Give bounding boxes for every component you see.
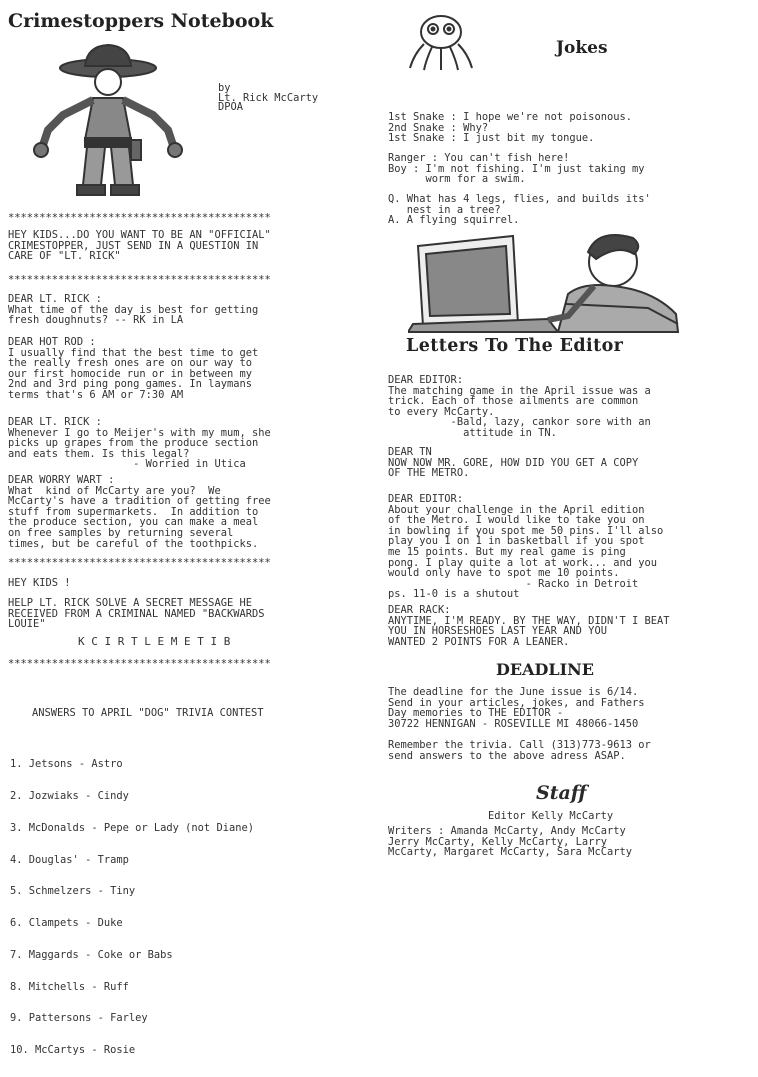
- trivia-answers-title: ANSWERS TO APRIL "DOG" TRIVIA CONTEST: [32, 707, 264, 719]
- editor-letter-3: DEAR EDITOR: About your challenge in the April edition of the Metro. I would like to take you on in bowling if you spot me 50 pins. I'll also play you 1 on 1 in basketball if you spot me 15 points. But my real game is ping pong. I play quite a lot at work... and you would only have to spot me 10 points. - Racko in Detroit ps. 11-0 is a shutout: [388, 493, 664, 601]
- list-item: 8. Mitchells - Ruff: [10, 980, 129, 993]
- letter-3: DEAR LT. RICK : Whenever I go to Meijer's with my mum, she picks up grapes from the produce section and eats them. Is this legal? - Worried in Utica: [8, 416, 271, 471]
- list-item: 9. Pattersons - Farley: [10, 1012, 148, 1025]
- byline: by Lt. Rick McCarty DPOA: [218, 82, 319, 113]
- octopus-illustration: [406, 12, 476, 74]
- letter-4: DEAR WORRY WART : What kind of McCarty are you? We McCarty's have a tradition of getting free stuff from supermarkets. In addition to the produce section, you can make a meal on free samples by returning several times, but be careful of the toothpicks.: [8, 474, 271, 550]
- deadline-title: DEADLINE: [496, 660, 594, 679]
- divider-stars: ******************************************: [8, 557, 271, 569]
- editor-letter-2: DEAR TN NOW NOW MR. GORE, HOW DID YOU GET A COPY OF THE METRO.: [388, 446, 639, 480]
- secret-message-intro: HELP LT. RICK SOLVE A SECRET MESSAGE HE RECEIVED FROM A CRIMINAL NAMED "BACKWARDS LOUIE": [8, 597, 265, 631]
- jokes-title: Jokes: [556, 38, 608, 58]
- cowboy-sheriff-illustration: [23, 40, 193, 205]
- staff-writers: Writers : Amanda McCarty, Andy McCarty Jerry McCarty, Kelly McCarty, Larry McCarty, Margaret McCarty, Sara McCarty: [388, 825, 632, 859]
- hey-kids: HEY KIDS !: [8, 577, 71, 589]
- divider-stars: ******************************************: [8, 658, 271, 670]
- staff-title: Staff: [536, 782, 587, 804]
- joke-2: Ranger : You can't fish here! Boy : I'm not fishing. I'm just taking my worm for a swim.: [388, 152, 645, 186]
- crimestoppers-title: Crimestoppers Notebook: [8, 10, 274, 32]
- letters-to-editor-title: Letters To The Editor: [406, 336, 624, 356]
- divider-stars: ******************************************: [8, 212, 271, 224]
- joke-1: 1st Snake : I hope we're not poisonous. 2nd Snake : Why? 1st Snake : I just bit my tongue.: [388, 111, 632, 145]
- trivia-answers-list: [10, 738, 254, 1077]
- trivia-reminder: Remember the trivia. Call (313)773-9613 or send answers to the above adress ASAP.: [388, 739, 651, 762]
- list-item: 10. McCartys - Rosie: [10, 1044, 136, 1057]
- joke-3: Q. What has 4 legs, flies, and builds its' nest in a tree? A. A flying squirrel.: [388, 193, 651, 227]
- intro-text: HEY KIDS...DO YOU WANT TO BE AN "OFFICIAL" CRIMESTOPPER, JUST SEND IN A QUESTION IN CARE OF "LT. RICK": [8, 229, 271, 263]
- list-item: 2. Jozwiaks - Cindy: [10, 789, 129, 802]
- editor-letter-1: DEAR EDITOR: The matching game in the April issue was a trick. Each of those ailments are common to every McCarty. -Bald, lazy, cankor sore with an attitude in TN.: [388, 374, 651, 439]
- list-item: 3. McDonalds - Pepe or Lady (not Diane): [10, 821, 254, 834]
- list-item: 5. Schmelzers - Tiny: [10, 885, 136, 898]
- list-item: 1. Jetsons - Astro: [10, 758, 123, 771]
- list-item: 7. Maggards - Coke or Babs: [10, 948, 173, 961]
- list-item: 6. Clampets - Duke: [10, 917, 123, 930]
- editor-letter-4: DEAR RACK: ANYTIME, I'M READY. BY THE WAY, DIDN'T I BEAT YOU IN HORSESHOES LAST YEAR AND YOU WANTED 2 POINTS FOR A LEANER.: [388, 604, 670, 648]
- letter-2: DEAR HOT ROD : I usually find that the best time to get the really fresh ones are on our way to our first homocide run or in between my 2nd and 3rd ping pong games. In laymans terms that's 6 AM or 7:30 AM: [8, 336, 259, 401]
- list-item: 4. Douglas' - Tramp: [10, 853, 129, 866]
- secret-message: K C I R T L E M E T I B: [78, 635, 231, 648]
- letter-1: DEAR LT. RICK : What time of the day is best for getting fresh doughnuts? -- RK in LA: [8, 293, 259, 327]
- deadline-text: The deadline for the June issue is 6/14. Send in your articles, jokes, and Fathers Day memories to THE EDITOR - 30722 HENNIGAN - ROSEVILLE MI 48066-1450: [388, 686, 645, 730]
- computer-user-illustration: [408, 224, 698, 334]
- staff-editor: Editor Kelly McCarty: [488, 810, 614, 822]
- divider-stars: ******************************************: [8, 274, 271, 286]
